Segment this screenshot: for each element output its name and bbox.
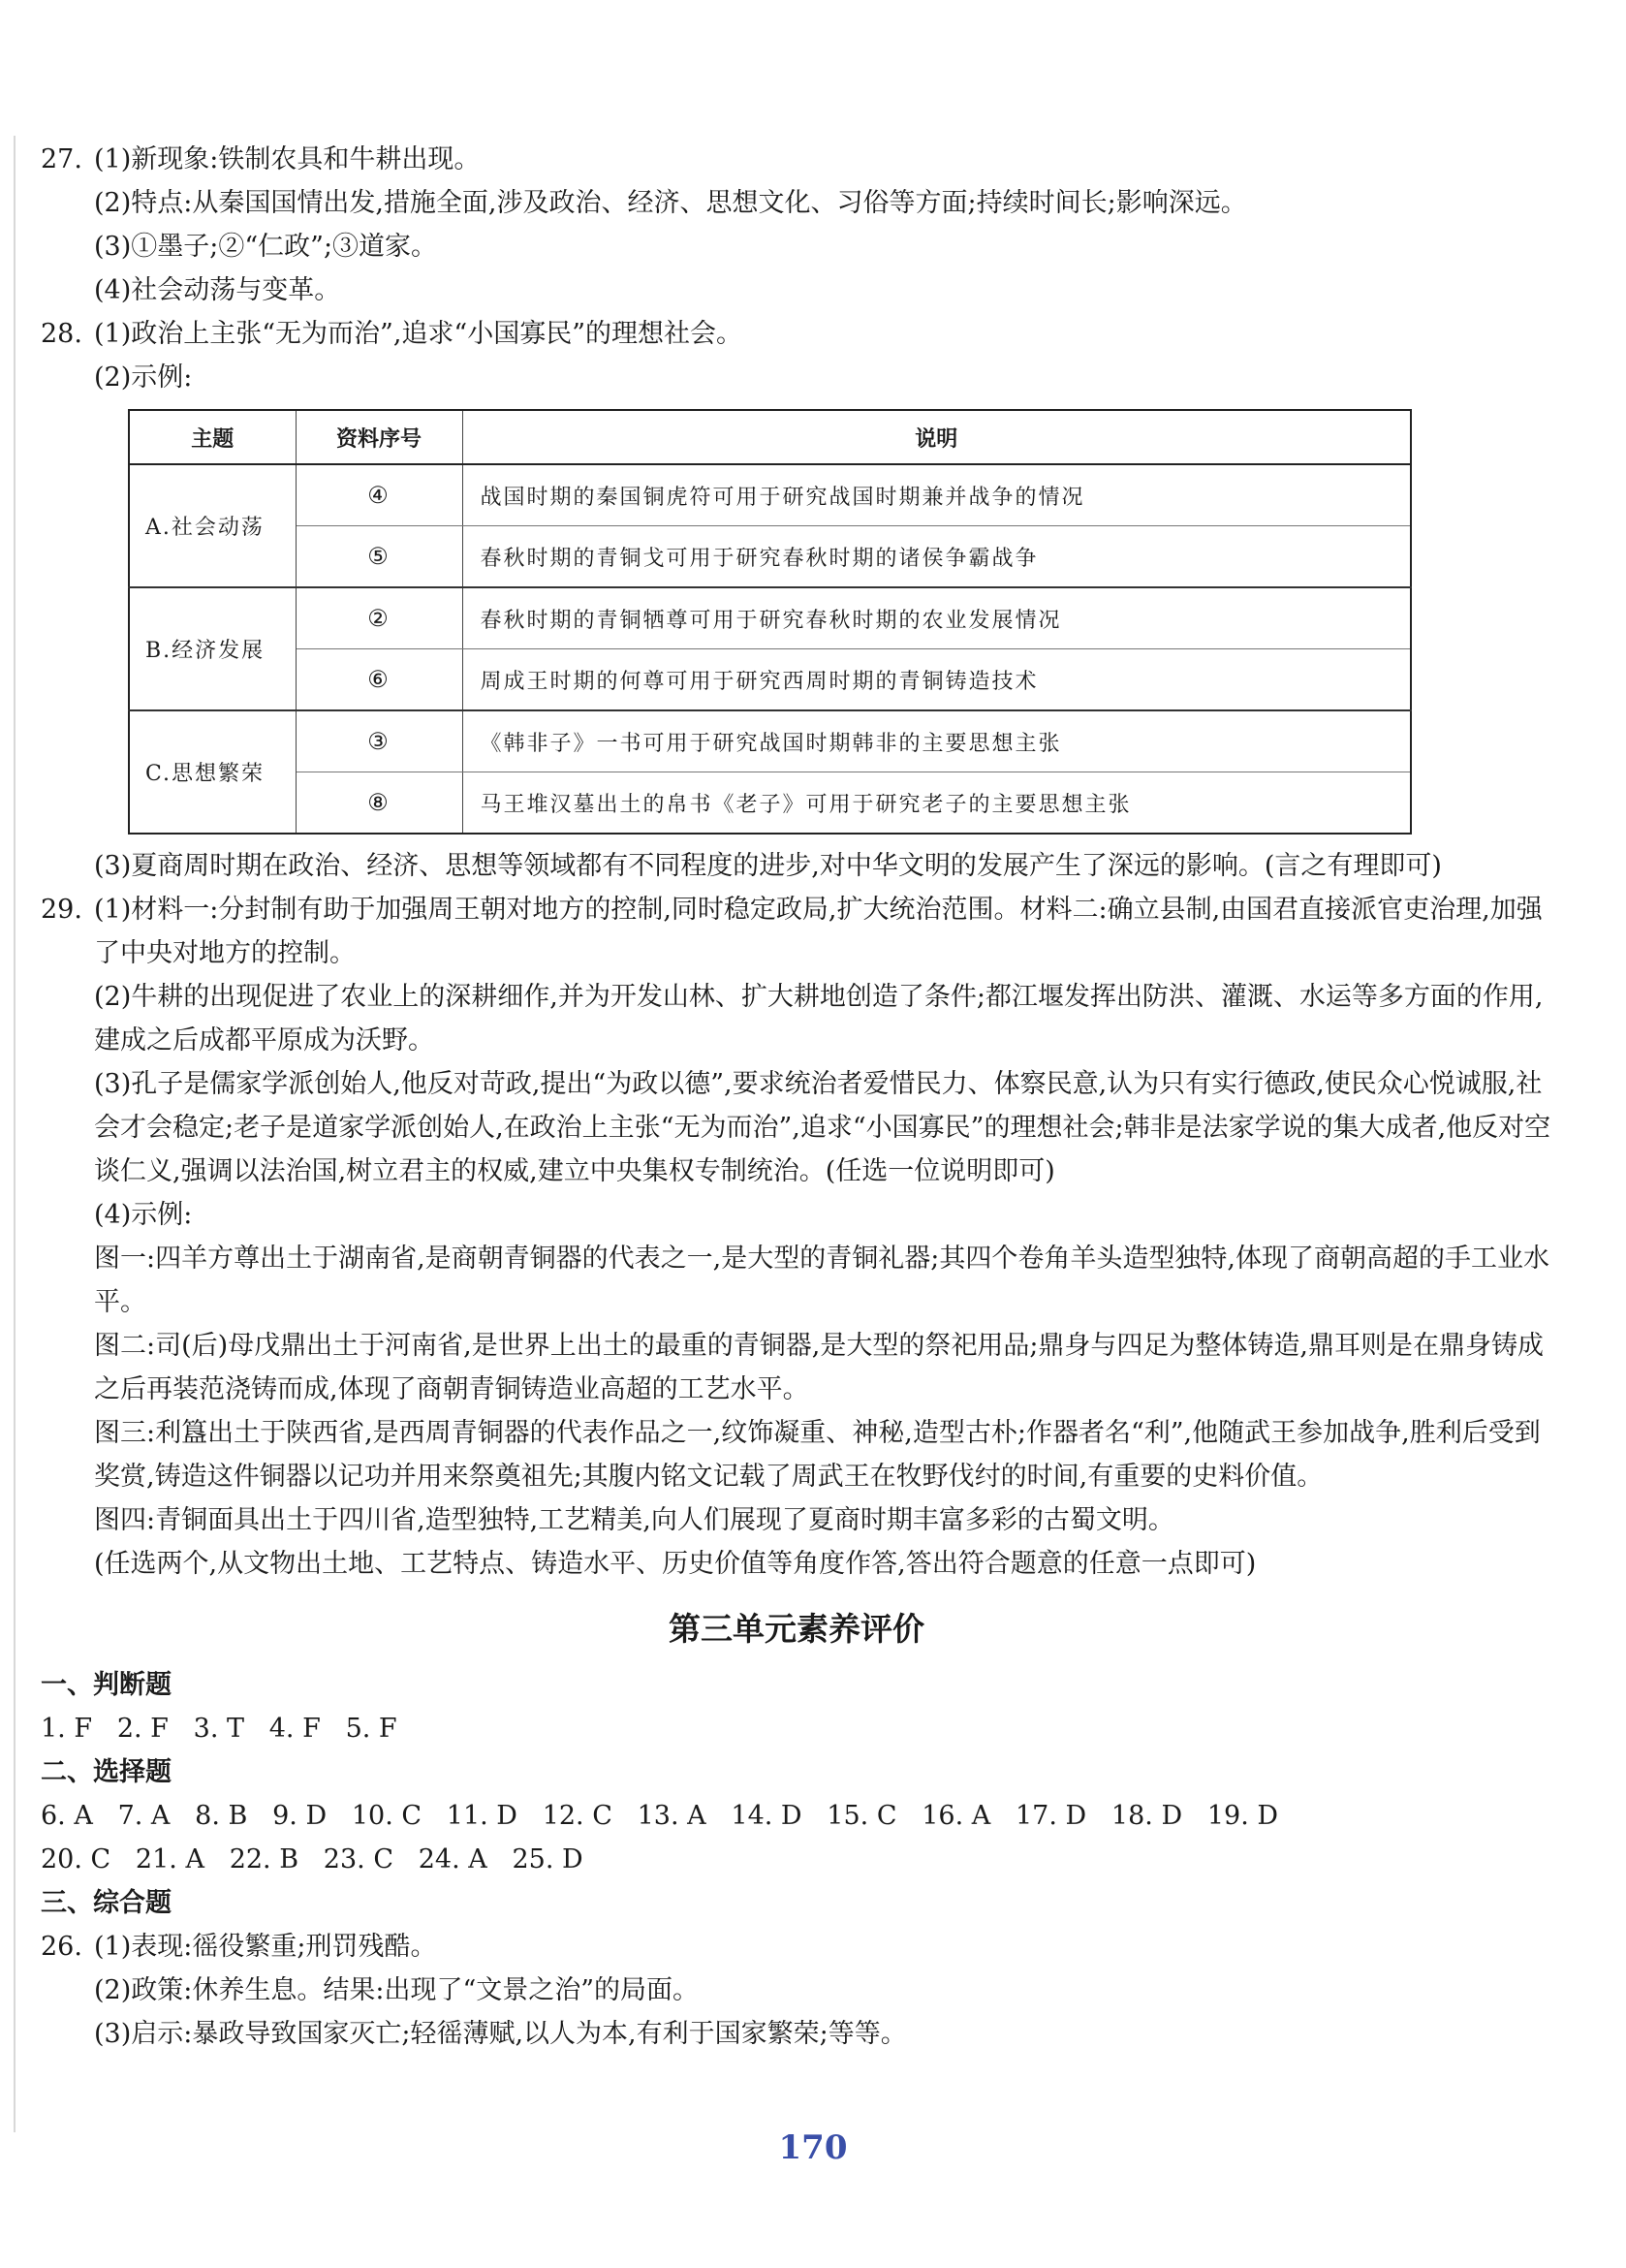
table-cell-index: ④	[296, 464, 462, 526]
table-row	[129, 526, 1411, 588]
section-choice-heading: 二、选择题	[41, 1757, 172, 1787]
section-judge-heading: 一、判断题	[41, 1670, 172, 1700]
q29-fig1: 图一:四羊方尊出土于湖南省,是商朝青铜器的代表之一,是大型的青铜礼器;其四个卷角羊头造型独特,体现了商朝高超的手工业水平。	[94, 1244, 1549, 1317]
section-comprehensive-heading: 三、综合题	[41, 1888, 172, 1918]
table-cell-index: ②	[296, 587, 462, 649]
table-cell-theme: A.社会动荡	[129, 464, 296, 587]
q29-fig4: 图四:青铜面具出土于四川省,造型独特,工艺精美,向人们展现了夏商时期丰富多彩的古蜀文明。	[94, 1505, 1174, 1535]
q27-number: 27.	[41, 144, 82, 174]
q29-line3: (3)孔子是儒家学派创始人,他反对苛政,提出“为政以德”,要求统治者爱惜民力、体察民意,认为只有实行德政,使民众心悦诚服,社会才会稳定;老子是道家学派创始人,在政治上主张“无为而治”,追求“小国寡民”的理想社会;韩非是法家学说的集大成者,他反对空谈仁义,强调以法治国,树立君主的权威,建立中央集权专制统治。(任选一位说明即可)	[94, 1069, 1551, 1186]
q28-line1: 28. (1)政治上主张“无为而治”,追求“小国寡民”的理想社会。	[41, 312, 1552, 356]
q29-line2: (2)牛耕的出现促进了农业上的深耕细作,并为开发山林、扩大耕地创造了条件;都江堰发挥出防洪、灌溉、水运等多方面的作用,建成之后成都平原成为沃野。	[94, 982, 1544, 1055]
table-cell-desc: 战国时期的秦国铜虎符可用于研究战国时期兼并战争的情况	[462, 464, 1411, 526]
table-header: 说明	[462, 410, 1411, 464]
table-row	[129, 710, 1411, 772]
table-cell-desc: 《韩非子》一书可用于研究战国时期韩非的主要思想主张	[462, 710, 1411, 772]
q29-number: 29.	[41, 895, 82, 925]
q29-line4: (4)示例:	[94, 1200, 193, 1230]
q27-line1: 27. (1)新现象:铁制农具和牛耕出现。	[41, 138, 1552, 181]
q26-number: 26.	[41, 1932, 82, 1962]
choice-answers-2: 20. C 21. A 22. B 23. C 24. A 25. D	[41, 1844, 583, 1874]
table-cell-desc: 周成王时期的何尊可用于研究西周时期的青铜铸造技术	[462, 649, 1411, 711]
table-cell-desc: 春秋时期的青铜戈可用于研究春秋时期的诸侯争霸战争	[462, 526, 1411, 588]
table-header: 资料序号	[296, 410, 462, 464]
choice-answers-1: 6. A 7. A 8. B 9. D 10. C 11. D 12. C 13. A 14. D 15. C 16. A 17. D 18. D 19. D	[41, 1801, 1279, 1831]
table-cell-index: ③	[296, 710, 462, 772]
q28-line3: (3)夏商周时期在政治、经济、思想等领域都有不同程度的进步,对中华文明的发展产生了深远的影响。(言之有理即可)	[94, 851, 1442, 881]
table-row	[129, 772, 1411, 835]
judge-answers: 1. F 2. F 3. T 4. F 5. F	[41, 1714, 397, 1744]
table-cell-index: ⑥	[296, 649, 462, 711]
q29-fig2: 图二:司(后)母戊鼎出土于河南省,是世界上出土的最重的青铜器,是大型的祭祀用品;鼎身与四足为整体铸造,鼎耳则是在鼎身铸成之后再装范浇铸而成,体现了商朝青铜铸造业高超的工艺水平。	[94, 1331, 1545, 1404]
q28-number: 28.	[41, 319, 82, 349]
table-row	[129, 649, 1411, 711]
q26-line3: (3)启示:暴政导致国家灭亡;轻徭薄赋,以人为本,有利于国家繁荣;等等。	[94, 2019, 907, 2049]
table-header: 主题	[129, 410, 296, 464]
table-cell-desc: 马王堆汉墓出土的帛书《老子》可用于研究老子的主要思想主张	[480, 792, 1132, 817]
page-number: 170	[778, 2128, 848, 2167]
q26-line1: 26. (1)表现:徭役繁重;刑罚残酷。	[41, 1925, 1552, 1969]
q27-line2: (2)特点:从秦国国情出发,措施全面,涉及政治、经济、思想文化、习俗等方面;持续时间长;影响深远。	[94, 188, 1247, 218]
q28-line2: (2)示例:	[94, 362, 193, 393]
q26-line2: (2)政策:休养生息。结果:出现了“文景之治”的局面。	[94, 1975, 700, 2005]
table-cell-desc: 春秋时期的青铜牺尊可用于研究春秋时期的农业发展情况	[462, 587, 1411, 649]
unit3-title: 第三单元素养评价	[669, 1610, 924, 1648]
q29-note: (任选两个,从文物出土地、工艺特点、铸造水平、历史价值等角度作答,答出符合题意的任意一点即可)	[94, 1549, 1257, 1579]
table-row	[129, 587, 1411, 649]
table-cell-index: ⑤	[296, 526, 462, 588]
margin-rule	[14, 136, 16, 2132]
table-cell-theme: C.思想繁荣	[129, 710, 296, 834]
table-header-row	[129, 410, 1411, 464]
example-table	[128, 409, 1412, 835]
q27-line4: (4)社会动荡与变革。	[94, 275, 341, 305]
table-row	[129, 464, 1411, 526]
table-cell-index: ⑧	[296, 772, 462, 835]
q29-line1: 29. (1)材料一:分封制有助于加强周王朝对地方的控制,同时稳定政局,扩大统治范围。材料二:确立县制,由国君直接派官吏治理,加强了中央对地方的控制。	[41, 888, 1552, 975]
content	[41, 138, 1552, 2056]
q29-fig3: 图三:利簋出土于陕西省,是西周青铜器的代表作品之一,纹饰凝重、神秘,造型古朴;作器者名“利”,他随武王参加战争,胜利后受到奖赏,铸造这件铜器以记功并用来祭奠祖先;其腹内铭文记载了周武王在牧野伐纣的时间,有重要的史料价值。	[94, 1418, 1541, 1492]
table-cell-theme: B.经济发展	[129, 587, 296, 710]
q27-line3: (3)①墨子;②“仁政”;③道家。	[94, 232, 438, 262]
